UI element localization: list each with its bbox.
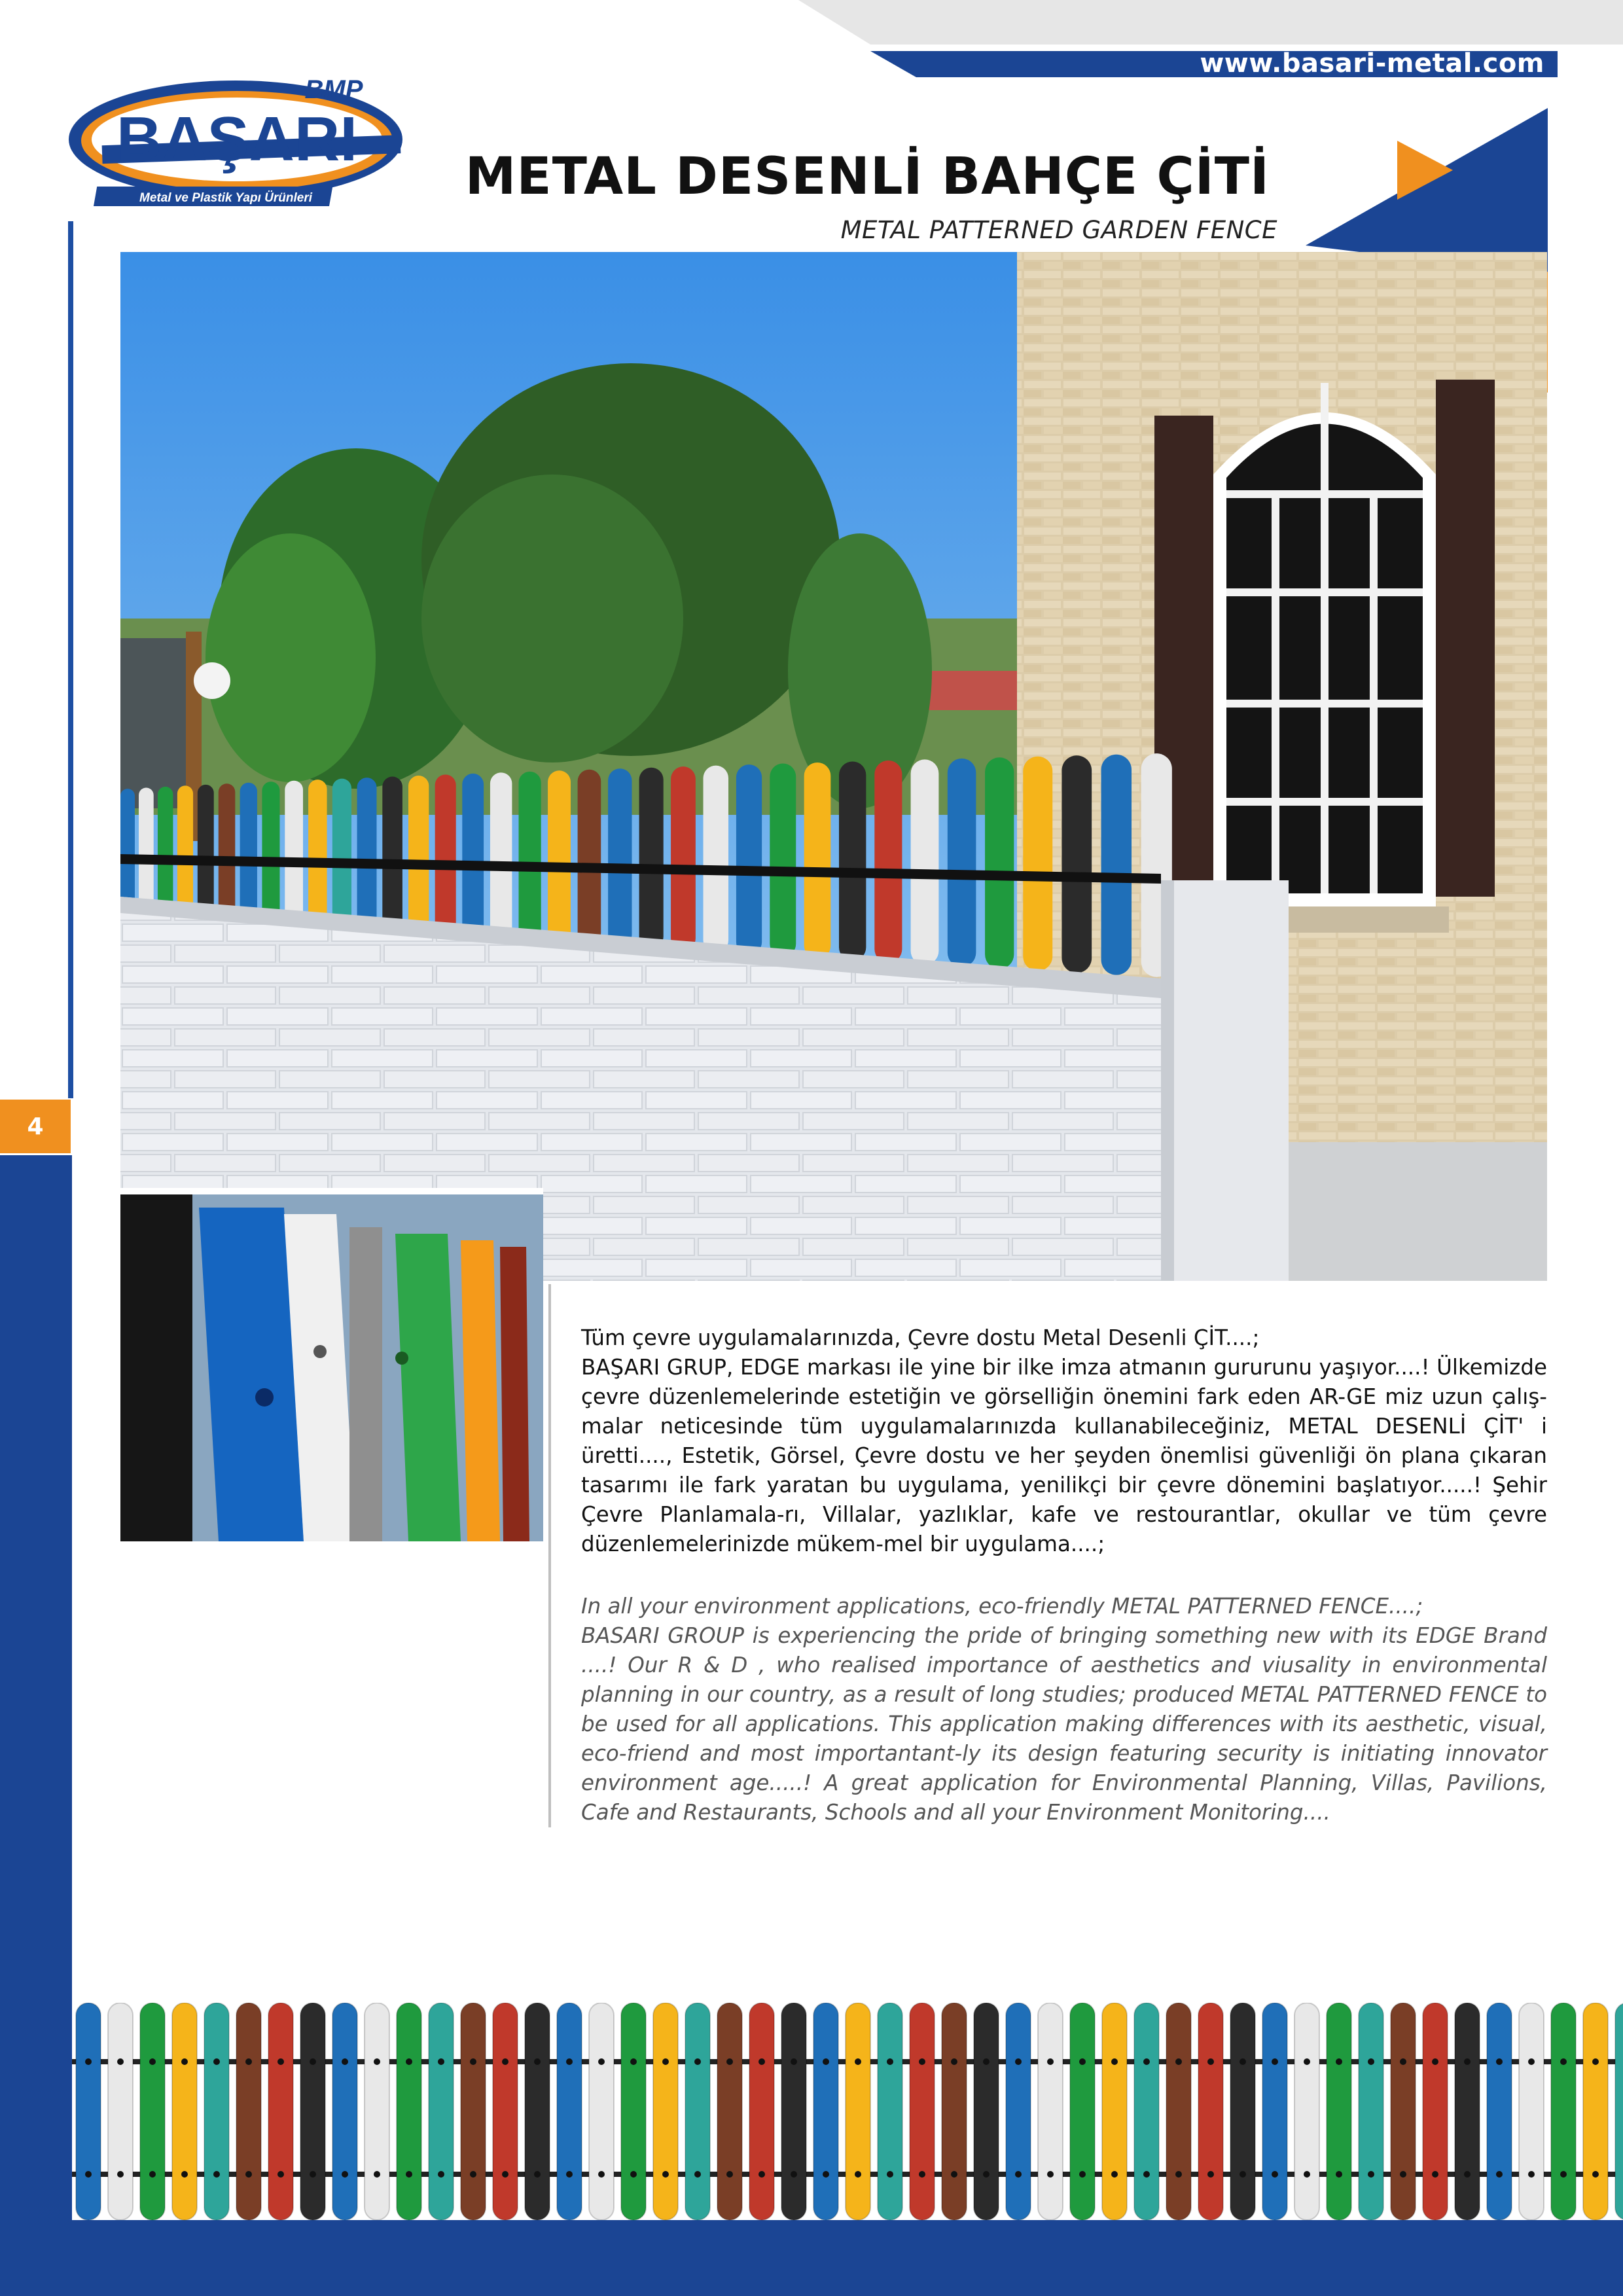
strip-fence-picket: [1006, 2003, 1031, 2220]
page-subtitle: METAL PATTERNED GARDEN FENCE: [840, 216, 1277, 244]
picket-rivet: [1496, 2171, 1503, 2178]
picket-rivet: [887, 2171, 893, 2178]
picket-rivet: [791, 2058, 797, 2065]
left-rule: [68, 221, 73, 1098]
hero-fence-picket: [578, 770, 601, 945]
picket-rivet: [181, 2171, 188, 2178]
picket-rivet: [149, 2058, 156, 2065]
hero-fence-picket: [911, 759, 939, 965]
hero-fence-picket: [240, 783, 257, 919]
picket-rivet: [406, 2171, 412, 2178]
hero-fence-picket: [285, 781, 303, 923]
hero-fence-picket: [382, 777, 402, 931]
picket-rivet: [662, 2058, 669, 2065]
picket-rivet: [726, 2171, 733, 2178]
hero-fence-picket: [308, 780, 327, 925]
strip-fence-picket: [1391, 2003, 1416, 2220]
hero-fence-picket: [548, 770, 571, 942]
strip-fence-picket: [1519, 2003, 1544, 2220]
hero-fence-picket: [177, 785, 193, 912]
hero-fence-picket: [608, 768, 632, 946]
hero-fence-picket: [874, 761, 902, 963]
picket-rivet: [1015, 2171, 1022, 2178]
page-title: METAL DESENLİ BAHÇE ÇİTİ: [465, 147, 1270, 206]
strip-fence-picket: [653, 2003, 678, 2220]
strip-fence-picket: [525, 2003, 550, 2220]
picket-rivet: [1432, 2058, 1438, 2065]
picket-rivet: [758, 2058, 765, 2065]
picket-rivet: [1464, 2171, 1471, 2178]
hero-fence-picket: [1061, 755, 1092, 973]
picket-rivet: [85, 2171, 92, 2178]
hero-fence-picket: [736, 764, 762, 955]
strip-fence-picket: [172, 2003, 197, 2220]
picket-rivet: [310, 2171, 316, 2178]
picket-rivet: [534, 2058, 541, 2065]
strip-fence-picket: [236, 2003, 261, 2220]
english-body: BASARI GROUP is experiencing the pride of bringing something new with its EDGE Brand ....! Our R & D , who realised importance of aesthetics and viusality in environmental planning in our country, as a result of long studies; produced METAL PATTERNED FENCE to be used for all applications. This application making differences with its aesthetic, visual, eco-friend and most importantant-ly its design featuring security is initiating innovator environment age.....! A great application for Environmental Planning, Villas, Pavilions, Cafe and Restaurants, Schools and all your Environment Monitoring....: [581, 1623, 1547, 1825]
hero-fence-picket: [435, 774, 456, 935]
picket-rivet: [791, 2171, 797, 2178]
strip-fence-picket: [1070, 2003, 1095, 2220]
hero-fence-picket: [804, 762, 831, 959]
strip-fence-picket: [1551, 2003, 1576, 2220]
hero-fence-picket: [139, 787, 154, 908]
hero-fence-picket: [1101, 755, 1132, 975]
picket-rivet: [1528, 2058, 1535, 2065]
strip-fence-picket: [1134, 2003, 1159, 2220]
strip-fence-picket: [685, 2003, 710, 2220]
picket-rivet: [694, 2058, 701, 2065]
strip-fence-picket: [589, 2003, 614, 2220]
picket-rivet: [694, 2171, 701, 2178]
picket-rivet: [1560, 2171, 1567, 2178]
strip-fence-picket: [1423, 2003, 1448, 2220]
hero-fence-picket: [262, 781, 279, 920]
strip-fence-picket: [1166, 2003, 1191, 2220]
picket-rivet: [374, 2058, 380, 2065]
picket-rivet: [1272, 2171, 1278, 2178]
strip-fence-picket: [974, 2003, 999, 2220]
svg-text:Metal ve Plastik Yapı Ürünleri: Metal ve Plastik Yapı Ürünleri: [139, 191, 312, 205]
strip-fence-picket: [749, 2003, 774, 2220]
picket-rivet: [310, 2058, 316, 2065]
picket-rivet: [1111, 2171, 1118, 2178]
strip-fence-picket: [1487, 2003, 1512, 2220]
strip-fence-picket: [621, 2003, 646, 2220]
left-band: [0, 1155, 72, 2296]
picket-rivet: [245, 2058, 252, 2065]
picket-rivet: [181, 2058, 188, 2065]
picket-rivet: [823, 2171, 829, 2178]
picket-rivet: [502, 2058, 508, 2065]
picket-rivet: [855, 2171, 861, 2178]
picket-rivet: [1175, 2171, 1182, 2178]
picket-rivet: [1111, 2058, 1118, 2065]
picket-rivet: [951, 2171, 957, 2178]
picket-rivet: [342, 2058, 348, 2065]
picket-rivet: [598, 2171, 605, 2178]
picket-rivet: [149, 2171, 156, 2178]
picket-rivet: [470, 2171, 476, 2178]
picket-rivet: [213, 2171, 220, 2178]
hero-fence-picket: [1023, 757, 1052, 971]
basari-logo: [65, 69, 419, 219]
strip-fence-picket: [846, 2003, 870, 2220]
picket-rivet: [1528, 2171, 1535, 2178]
picket-rivet: [983, 2171, 990, 2178]
picket-rivet: [117, 2171, 124, 2178]
picket-rivet: [342, 2171, 348, 2178]
picket-rivet: [566, 2171, 573, 2178]
picket-rivet: [855, 2058, 861, 2065]
picket-rivet: [1336, 2171, 1342, 2178]
strip-fence-picket: [429, 2003, 454, 2220]
picket-rivet: [1079, 2058, 1086, 2065]
text-divider: [548, 1284, 551, 1827]
hero-fence-picket: [490, 772, 512, 939]
strip-fence-picket: [1198, 2003, 1223, 2220]
picket-rivet: [438, 2058, 444, 2065]
hero-fence-picket: [948, 759, 976, 967]
hero-fence-picket: [120, 789, 135, 906]
picket-rivet: [951, 2058, 957, 2065]
strip-fence-picket: [910, 2003, 935, 2220]
english-intro: In all your environment applications, eco-friendly METAL PATTERNED FENCE....;: [581, 1594, 1423, 1619]
picket-rivet: [1304, 2058, 1310, 2065]
hero-fence-picket: [985, 757, 1014, 969]
hero-fence-picket: [357, 778, 377, 929]
picket-rivet: [1592, 2058, 1599, 2065]
picket-rivet: [1240, 2058, 1246, 2065]
strip-fence-picket: [268, 2003, 293, 2220]
hero-fence-photo: [120, 252, 1547, 1281]
hero-fence-picket: [462, 774, 484, 937]
hero-fence-picket: [198, 785, 214, 914]
strip-fence-picket: [493, 2003, 518, 2220]
strip-fence-picket: [1359, 2003, 1383, 2220]
strip-fence-picket: [1262, 2003, 1287, 2220]
picket-rivet: [887, 2058, 893, 2065]
picket-rivet: [919, 2058, 925, 2065]
picket-rivet: [470, 2058, 476, 2065]
picket-rivet: [1368, 2171, 1374, 2178]
strip-fence-picket: [1615, 2003, 1623, 2220]
picket-rivet: [1207, 2171, 1214, 2178]
picket-rivet: [277, 2171, 284, 2178]
strip-fence-picket: [1455, 2003, 1480, 2220]
hero-fence-picket: [519, 772, 541, 941]
picket-rivet: [85, 2058, 92, 2065]
turkish-intro: Tüm çevre uygulamalarınızda, Çevre dostu Metal Desenli ÇİT....;: [581, 1325, 1260, 1350]
strip-fence-picket: [76, 2003, 101, 2220]
page-number: 4: [0, 1100, 71, 1153]
picket-rivet: [758, 2171, 765, 2178]
picket-rivet: [1240, 2171, 1246, 2178]
picket-rivet: [245, 2171, 252, 2178]
picket-rivet: [1496, 2058, 1503, 2065]
bottom-band: [0, 2220, 1623, 2296]
picket-rivet: [1272, 2058, 1278, 2065]
strip-fence-picket: [878, 2003, 902, 2220]
strip-fence-picket: [204, 2003, 229, 2220]
hero-fence-picket: [770, 764, 796, 957]
website-url[interactable]: www.basari-metal.com: [1200, 48, 1544, 79]
svg-text:BMP: BMP: [304, 75, 363, 104]
picket-rivet: [1336, 2058, 1342, 2065]
picket-rivet: [502, 2171, 508, 2178]
strip-fence-pickets: [76, 2003, 1623, 2220]
picket-rivet: [1175, 2058, 1182, 2065]
strip-fence-picket: [365, 2003, 389, 2220]
picket-rivet: [406, 2058, 412, 2065]
picket-rivet: [1143, 2171, 1150, 2178]
strip-fence-picket: [300, 2003, 325, 2220]
fence-detail-photo: [120, 1188, 543, 1541]
picket-rivet: [1400, 2058, 1406, 2065]
picket-rivet: [1143, 2058, 1150, 2065]
strip-fence-picket: [332, 2003, 357, 2220]
hero-fence-picket: [332, 779, 351, 927]
picket-rivet: [1079, 2171, 1086, 2178]
picket-rivet: [630, 2058, 637, 2065]
picket-rivet: [117, 2058, 124, 2065]
strip-fence-picket: [140, 2003, 165, 2220]
strip-fence-picket: [397, 2003, 421, 2220]
picket-rivet: [374, 2171, 380, 2178]
picket-rivet: [823, 2058, 829, 2065]
picket-rivet: [662, 2171, 669, 2178]
picket-rivet: [1368, 2058, 1374, 2065]
strip-fence-picket: [1583, 2003, 1608, 2220]
strip-fence-picket: [813, 2003, 838, 2220]
strip-fence-picket: [717, 2003, 742, 2220]
hero-fence-picket: [408, 776, 429, 933]
picket-rivet: [1400, 2171, 1406, 2178]
hero-fence-picket: [839, 761, 866, 961]
picket-rivet: [1047, 2058, 1054, 2065]
strip-fence-picket: [557, 2003, 582, 2220]
strip-fence-picket: [461, 2003, 486, 2220]
picket-rivet: [1207, 2058, 1214, 2065]
picket-rivet: [598, 2058, 605, 2065]
english-description: [581, 1592, 1547, 1827]
hero-fence-picket: [219, 783, 236, 916]
turkish-body: BAŞARI GRUP, EDGE markası ile yine bir ilke imza atmanın gururunu yaşıyor....! Ülkemizde çevre düzenlemelerinde estetiğin ve görselliğin önemini fark eden AR-GE miz uzun çalış-malar neticesinde tüm uygulamalarınızda kullanabileceğiniz, METAL DESENLİ ÇİT' i üretti...., Estetik, Görsel, Çevre dostu ve her şeyden önemlisi güvenliği ön plana çıkaran tasarımı ile fark yaratan bu uygulama, yenilikçi bir çevre dönemini başlatıyor.....! Şehir Çevre Planlamala-rı, Villalar, yazlıklar, kafe ve restourantlar, okullar ve tüm çevre düzenlemelerinizde mükem-mel bir uygulama....;: [581, 1355, 1547, 1556]
strip-fence-picket: [1038, 2003, 1063, 2220]
strip-fence-picket: [781, 2003, 806, 2220]
picket-rivet: [983, 2058, 990, 2065]
strip-fence-picket: [1230, 2003, 1255, 2220]
picket-rivet: [1432, 2171, 1438, 2178]
hero-fence-picket: [639, 768, 664, 949]
strip-fence-picket: [1102, 2003, 1127, 2220]
strip-fence-picket: [942, 2003, 967, 2220]
picket-rivet: [277, 2058, 284, 2065]
strip-fence-picket: [1327, 2003, 1351, 2220]
picket-rivet: [1015, 2058, 1022, 2065]
picket-rivet: [438, 2171, 444, 2178]
picket-rivet: [726, 2058, 733, 2065]
picket-rivet: [1304, 2171, 1310, 2178]
picket-rivet: [630, 2171, 637, 2178]
bottom-fence-strip: [72, 2003, 1623, 2222]
turkish-description: [581, 1323, 1547, 1559]
strip-fence-picket: [108, 2003, 133, 2220]
picket-rivet: [213, 2058, 220, 2065]
svg-text:BAŞARI: BAŞARI: [116, 104, 358, 174]
picket-rivet: [1047, 2171, 1054, 2178]
hero-fence-picket: [671, 766, 696, 951]
strip-fence-picket: [1294, 2003, 1319, 2220]
picket-rivet: [1464, 2058, 1471, 2065]
picket-rivet: [1592, 2171, 1599, 2178]
picket-rivet: [1560, 2058, 1567, 2065]
picket-rivet: [534, 2171, 541, 2178]
hero-fence-picket: [158, 787, 173, 910]
picket-rivet: [919, 2171, 925, 2178]
hero-fence-picket: [704, 766, 729, 953]
picket-rivet: [566, 2058, 573, 2065]
